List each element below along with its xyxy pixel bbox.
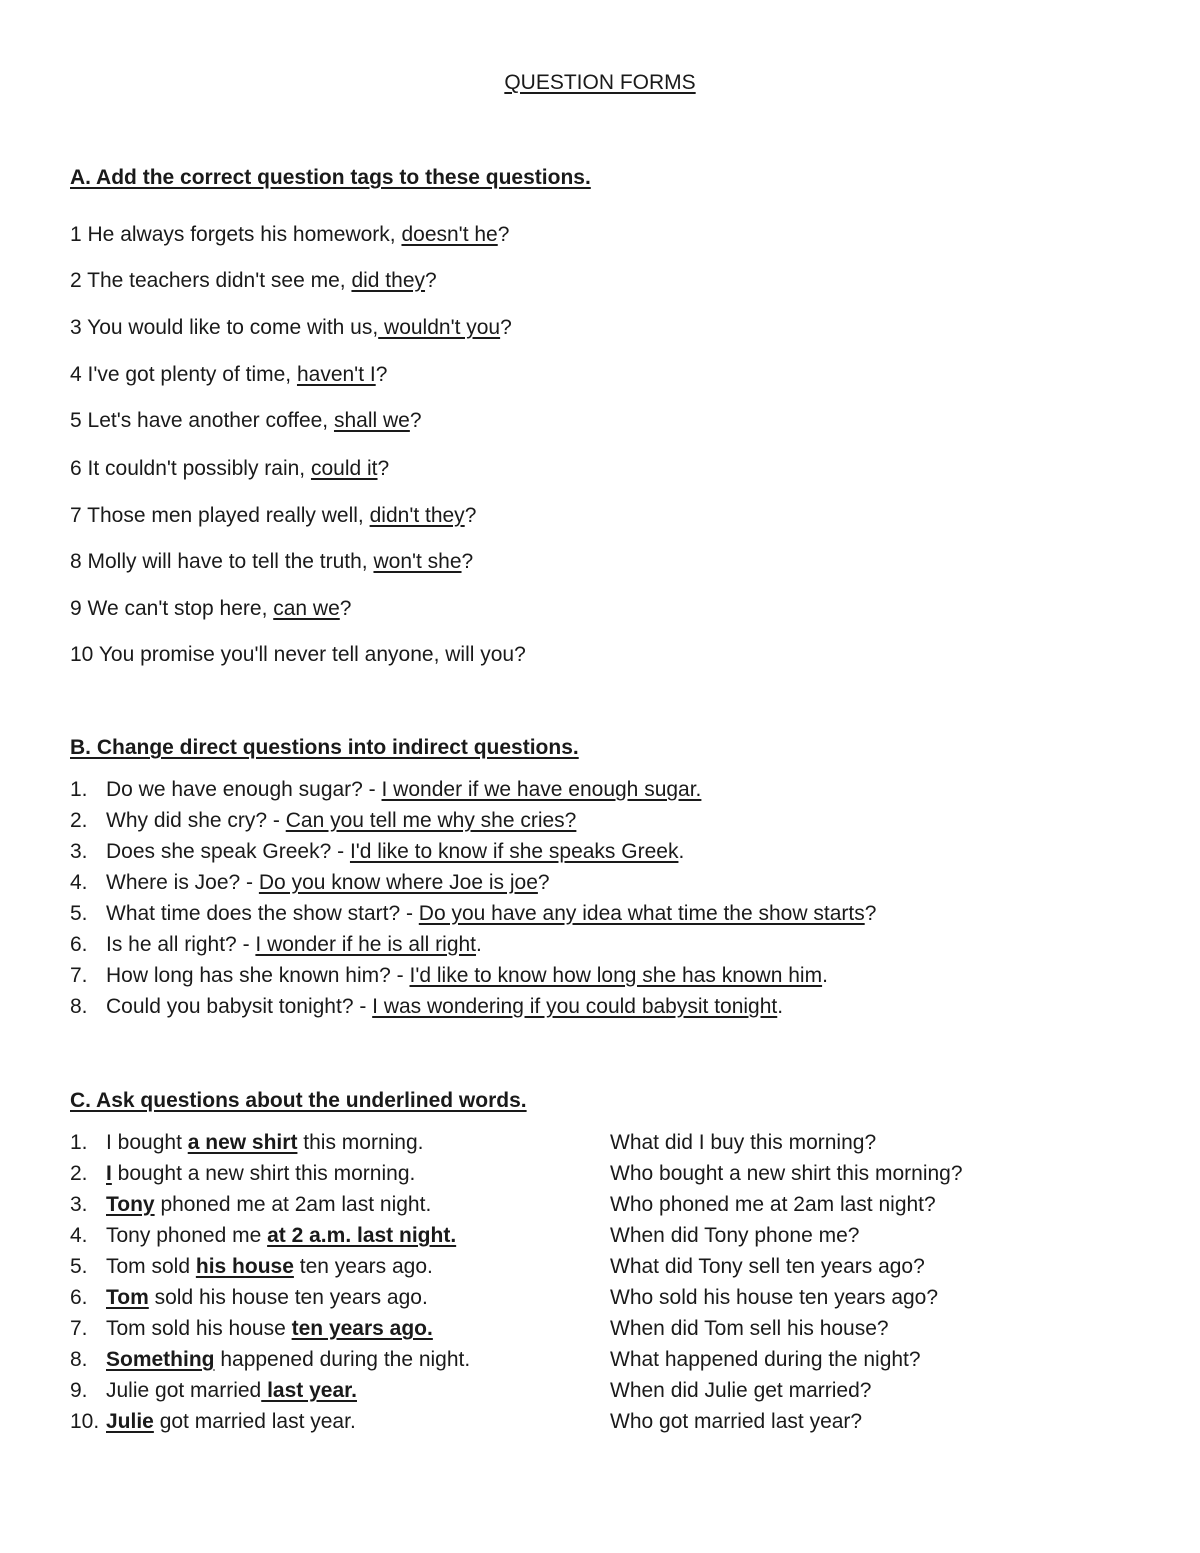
question-text: 2 The teachers didn't see me, bbox=[70, 269, 352, 292]
indirect-question-item bbox=[70, 933, 482, 957]
indirect-question-item bbox=[70, 809, 576, 833]
direct-question: Why did she cry? - bbox=[106, 809, 286, 832]
question-answer: When did Tom sell his house? bbox=[610, 1317, 889, 1340]
tag-question-item bbox=[70, 409, 422, 433]
tag-question-item bbox=[70, 597, 351, 621]
indirect-question-answer: Do you know where Joe is joe bbox=[258, 871, 538, 894]
punctuation: . bbox=[822, 964, 828, 987]
item-number: 1. bbox=[70, 1131, 88, 1154]
question-text: 3 You would like to come with us, bbox=[70, 316, 379, 339]
direct-question: Do we have enough sugar? - bbox=[106, 778, 382, 801]
underlined-words: Julie bbox=[106, 1410, 154, 1433]
item-number: 6. bbox=[70, 933, 88, 956]
question-text: 1 He always forgets his homework, bbox=[70, 223, 402, 246]
indirect-question-answer: I wonder if we have enough sugar. bbox=[381, 778, 702, 801]
sentence-text: bought a new shirt this morning. bbox=[111, 1162, 416, 1185]
section-c-heading: C. Ask questions about the underlined words. bbox=[70, 1089, 527, 1112]
punctuation: . bbox=[777, 995, 784, 1018]
direct-question: What time does the show start? - bbox=[106, 902, 419, 925]
question-mark: ? bbox=[377, 457, 390, 480]
direct-question: Could you babysit tonight? - bbox=[106, 995, 373, 1018]
sentence-text: phoned me at 2am last night. bbox=[154, 1193, 432, 1216]
question-mark: ? bbox=[464, 504, 477, 527]
question-text: 10 You promise you'll never tell anyone, will you? bbox=[70, 643, 526, 666]
tag-question-item bbox=[70, 363, 387, 387]
question-answer: What happened during the night? bbox=[610, 1348, 921, 1371]
indirect-question-item bbox=[70, 902, 876, 926]
sentence-text: I bought bbox=[106, 1131, 188, 1154]
indirect-question-item bbox=[70, 840, 684, 864]
underlined-word-item bbox=[70, 1317, 433, 1341]
question-text: 7 Those men played really well, bbox=[70, 504, 370, 527]
underlined-words: ten years ago. bbox=[291, 1317, 433, 1340]
underlined-words: Something bbox=[106, 1348, 215, 1371]
item-number: 7. bbox=[70, 1317, 88, 1340]
underlined-word-item bbox=[70, 1410, 356, 1434]
question-tag-answer: wouldn't you bbox=[378, 316, 501, 339]
question-answer: Who bought a new shirt this morning? bbox=[610, 1162, 963, 1185]
question-text: 4 I've got plenty of time, bbox=[70, 363, 297, 386]
sentence-text: got married last year. bbox=[153, 1410, 356, 1433]
indirect-question-answer: I'd like to know how long she has known him bbox=[409, 964, 823, 987]
sentence-text: happened during the night. bbox=[214, 1348, 471, 1371]
underlined-word-item bbox=[70, 1162, 415, 1186]
indirect-question-item bbox=[70, 871, 550, 895]
tag-question-item bbox=[70, 223, 509, 247]
punctuation: . bbox=[678, 840, 685, 863]
question-tag-answer: haven't I bbox=[296, 363, 376, 386]
underlined-words: last year. bbox=[261, 1379, 357, 1402]
question-answer: When did Tony phone me? bbox=[610, 1224, 860, 1247]
question-mark: ? bbox=[425, 269, 437, 292]
question-mark: ? bbox=[497, 223, 510, 246]
tag-question-item bbox=[70, 550, 473, 574]
underlined-word-item bbox=[70, 1193, 431, 1217]
indirect-question-item bbox=[70, 995, 783, 1019]
item-number: 1. bbox=[70, 778, 88, 801]
item-number: 3. bbox=[70, 840, 88, 863]
tag-question-item bbox=[70, 269, 437, 293]
underlined-words: Tony bbox=[106, 1193, 155, 1216]
indirect-question-answer: I was wondering if you could babysit tonight bbox=[372, 995, 778, 1018]
question-tag-answer: shall we bbox=[333, 409, 410, 432]
item-number: 5. bbox=[70, 902, 88, 925]
indirect-question-answer: I'd like to know if she speaks Greek bbox=[349, 840, 679, 863]
question-text: 6 It couldn't possibly rain, bbox=[70, 457, 311, 480]
item-number: 6. bbox=[70, 1286, 88, 1309]
sentence-text: ten years ago. bbox=[293, 1255, 433, 1278]
direct-question: How long has she known him? - bbox=[106, 964, 410, 987]
punctuation: . bbox=[476, 933, 482, 956]
item-number: 2. bbox=[70, 1162, 88, 1185]
question-tag-answer: didn't they bbox=[369, 504, 465, 527]
question-text: 9 We can't stop here, bbox=[70, 597, 274, 620]
punctuation: ? bbox=[537, 871, 550, 894]
item-number: 3. bbox=[70, 1193, 88, 1216]
sentence-text: sold his house ten years ago. bbox=[148, 1286, 428, 1309]
question-tag-answer: doesn't he bbox=[401, 223, 498, 246]
tag-question-item bbox=[70, 504, 476, 528]
question-answer: When did Julie get married? bbox=[610, 1379, 872, 1402]
direct-question: Where is Joe? - bbox=[106, 871, 259, 894]
question-answer: Who got married last year? bbox=[610, 1410, 863, 1433]
underlined-word-item bbox=[70, 1224, 456, 1248]
page-title: QUESTION FORMS bbox=[504, 71, 696, 94]
sentence-text: Tom sold bbox=[106, 1255, 196, 1278]
question-mark: ? bbox=[375, 363, 388, 386]
section-a-heading: A. Add the correct question tags to these questions. bbox=[70, 166, 591, 189]
underlined-word-item bbox=[70, 1255, 433, 1279]
item-number: 8. bbox=[70, 1348, 88, 1371]
indirect-question-answer: I wonder if he is all right bbox=[255, 933, 477, 956]
item-number: 4. bbox=[70, 1224, 88, 1247]
indirect-question-item bbox=[70, 778, 701, 802]
item-number: 5. bbox=[70, 1255, 88, 1278]
question-text: 5 Let's have another coffee, bbox=[70, 409, 334, 432]
question-mark: ? bbox=[339, 597, 352, 620]
tag-question-item bbox=[70, 316, 512, 340]
punctuation: ? bbox=[864, 902, 877, 925]
question-tag-answer: could it bbox=[310, 457, 378, 480]
sentence-text: Julie got married bbox=[106, 1379, 262, 1402]
direct-question: Is he all right? - bbox=[106, 933, 256, 956]
indirect-question-item bbox=[70, 964, 828, 988]
question-answer: What did I buy this morning? bbox=[610, 1131, 877, 1154]
question-mark: ? bbox=[461, 550, 474, 573]
underlined-words: I bbox=[106, 1162, 112, 1185]
question-text: 8 Molly will have to tell the truth, bbox=[70, 550, 374, 573]
question-tag-answer: won't she bbox=[373, 550, 462, 573]
underlined-word-item bbox=[70, 1348, 470, 1372]
direct-question: Does she speak Greek? - bbox=[106, 840, 350, 863]
item-number: 10. bbox=[70, 1410, 100, 1433]
sentence-text: Tom sold his house bbox=[106, 1317, 292, 1340]
underlined-word-item bbox=[70, 1131, 424, 1155]
indirect-question-answer: Can you tell me why she cries? bbox=[285, 809, 577, 832]
question-answer: Who phoned me at 2am last night? bbox=[610, 1193, 936, 1216]
question-answer: Who sold his house ten years ago? bbox=[610, 1286, 939, 1309]
underlined-word-item bbox=[70, 1286, 428, 1310]
item-number: 4. bbox=[70, 871, 88, 894]
question-tag-answer: can we bbox=[273, 597, 340, 620]
sentence-text: Tony phoned me bbox=[106, 1224, 268, 1247]
item-number: 2. bbox=[70, 809, 88, 832]
indirect-question-answer: Do you have any idea what time the show starts bbox=[418, 902, 865, 925]
question-mark: ? bbox=[409, 409, 422, 432]
item-number: 7. bbox=[70, 964, 88, 987]
underlined-words: at 2 a.m. last night. bbox=[267, 1224, 457, 1247]
question-mark: ? bbox=[500, 316, 512, 339]
question-answer: What did Tony sell ten years ago? bbox=[610, 1255, 925, 1278]
tag-question-item bbox=[70, 643, 526, 667]
question-tag-answer: did they bbox=[351, 269, 426, 292]
tag-question-item bbox=[70, 457, 389, 481]
item-number: 8. bbox=[70, 995, 88, 1018]
item-number: 9. bbox=[70, 1379, 88, 1402]
section-b-heading: B. Change direct questions into indirect questions. bbox=[70, 736, 579, 759]
underlined-words: his house bbox=[195, 1255, 294, 1278]
sentence-text: this morning. bbox=[297, 1131, 424, 1154]
underlined-words: a new shirt bbox=[187, 1131, 298, 1154]
underlined-words: Tom bbox=[106, 1286, 149, 1309]
underlined-word-item bbox=[70, 1379, 357, 1403]
